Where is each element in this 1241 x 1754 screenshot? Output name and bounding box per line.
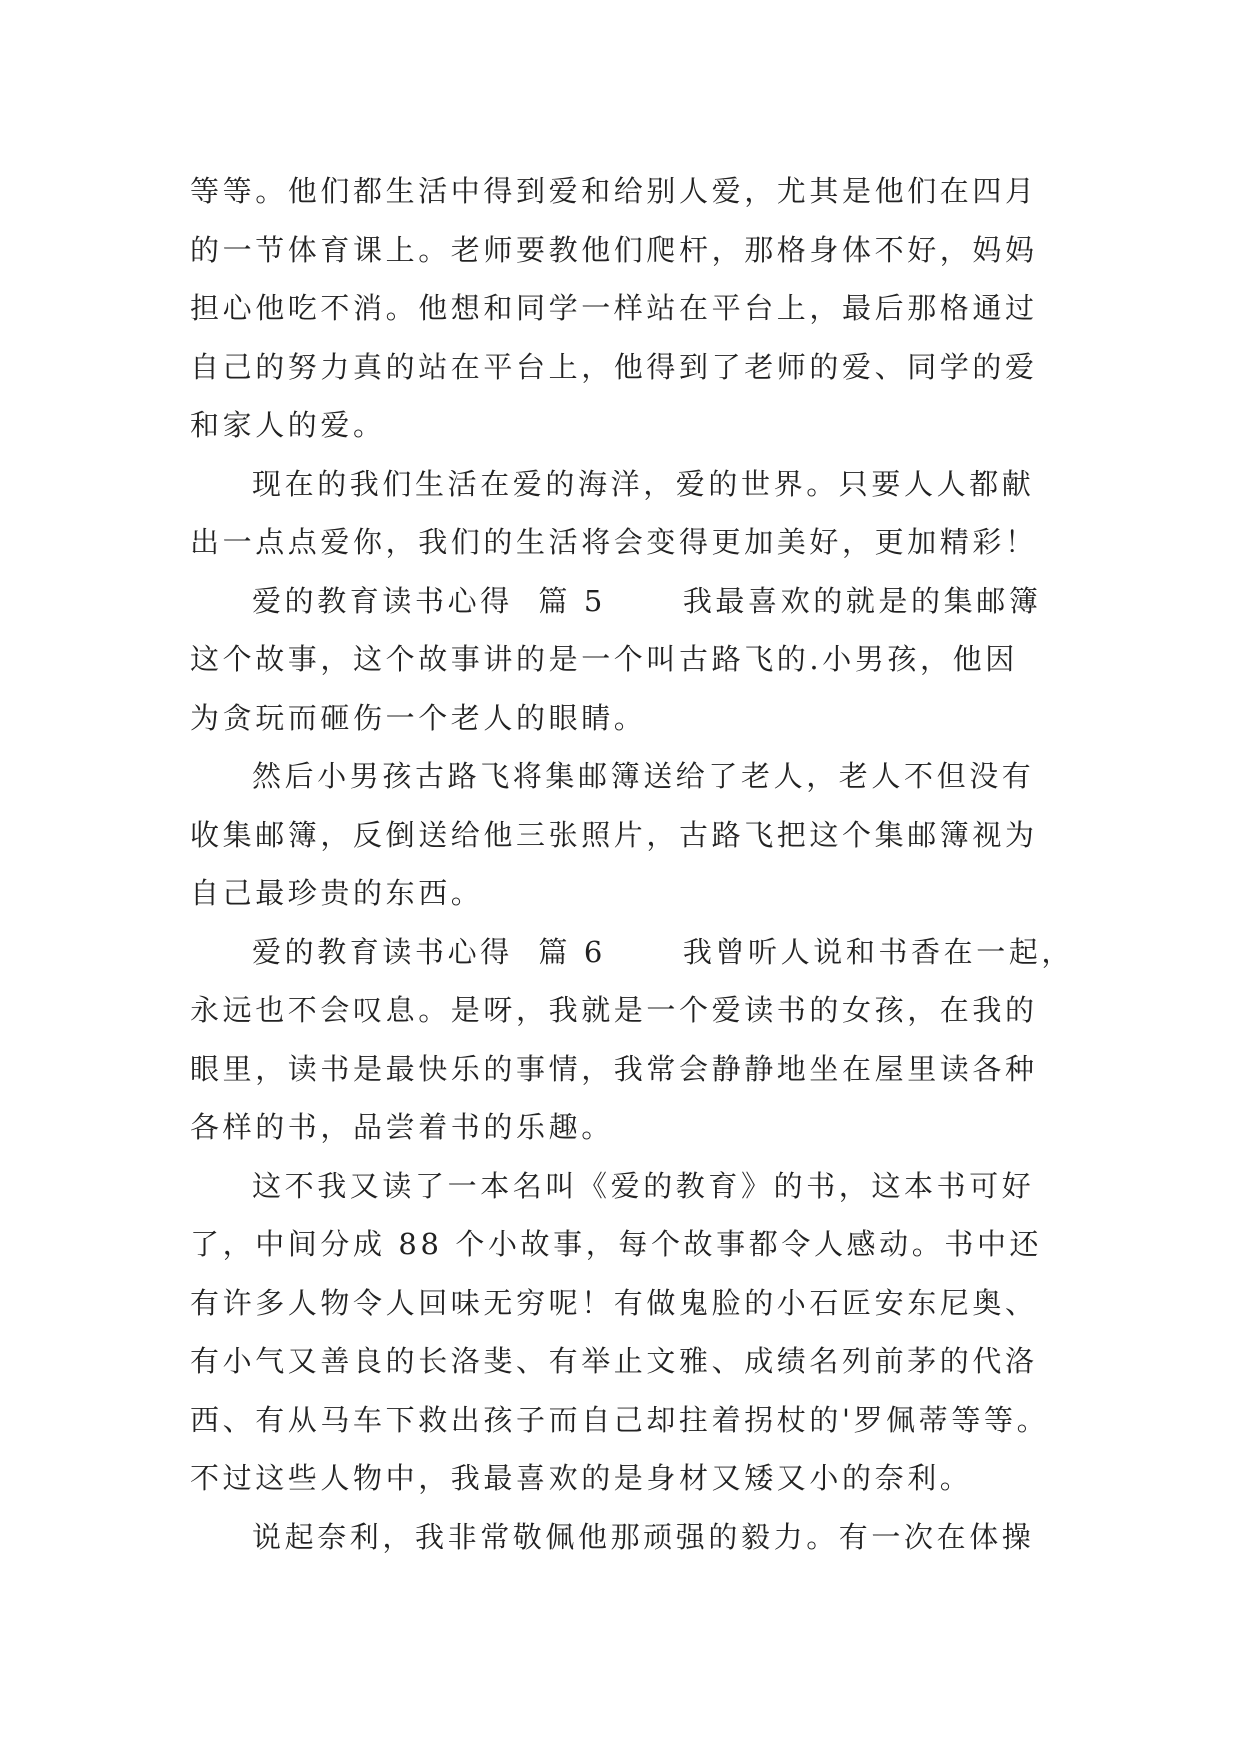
text-line: 西、有从马车下救出孩子而自己却拄着拐杖的'罗佩蒂等等。: [190, 1402, 1050, 1437]
paragraph-first-line: 说起奈利，我非常敬佩他那顽强的毅力。有一次在体操: [252, 1519, 1035, 1554]
text-line: 出一点点爱你，我们的生活将会变得更加美好，更加精彩！: [190, 525, 1038, 559]
text-line: 自己的努力真的站在平台上，他得到了老师的爱、同学的爱: [190, 349, 1038, 384]
text-line: 有许多人物令人回味无穷呢！有做鬼脸的小石匠安东尼奥、: [190, 1285, 1038, 1320]
paragraph-first-line: 现在的我们生活在爱的海洋，爱的世界。只要人人都献: [252, 466, 1035, 501]
paragraph-first-line: 这不我又读了一本名叫《爱的教育》的书，这本书可好: [252, 1168, 1035, 1203]
text-line: 不过这些人物中，我最喜欢的是身材又矮又小的奈利。: [190, 1461, 973, 1495]
text-line: 和家人的爱。: [190, 408, 386, 442]
text-line: 各样的书，品尝着书的乐趣。: [190, 1110, 614, 1144]
text-line: 的一节体育课上。老师要教他们爬杆，那格身体不好，妈妈: [190, 232, 1038, 267]
text-line: 永远也不会叹息。是呀，我就是一个爱读书的女孩，在我的: [190, 993, 1038, 1027]
text-line: 了，中间分成 88 个小故事，每个故事都令人感动。书中还: [190, 1227, 1043, 1261]
text-line: 为贪玩而砸伤一个老人的眼睛。: [190, 700, 647, 735]
text-line: 收集邮簿，反倒送给他三张照片，古路飞把这个集邮簿视为: [190, 817, 1038, 852]
text-line: 有小气又善良的长洛斐、有举止文雅、成绩名列前茅的代洛: [190, 1344, 1038, 1378]
document-body: [190, 162, 1090, 1566]
paragraph-first-line: 然后小男孩古路飞将集邮簿送给了老人，老人不但没有: [252, 759, 1035, 793]
text-line: 等等。他们都生活中得到爱和给别人爱，尤其是他们在四月: [190, 174, 1038, 208]
text-line: 这个故事，这个故事讲的是一个叫古路飞的.小男孩，他因: [190, 642, 1018, 676]
text-line: 眼里，读书是最快乐的事情，我常会静静地坐在屋里读各种: [190, 1051, 1038, 1086]
section-heading-line: 爱的教育读书心得 篇 5 我最喜欢的就是的集邮簿: [252, 583, 1042, 618]
text-line: 担心他吃不消。他想和同学一样站在平台上，最后那格通过: [190, 291, 1038, 325]
text-line: 自己最珍贵的东西。: [190, 876, 484, 910]
section-heading-line: 爱的教育读书心得 篇 6 我曾听人说和书香在一起，: [252, 934, 1075, 969]
